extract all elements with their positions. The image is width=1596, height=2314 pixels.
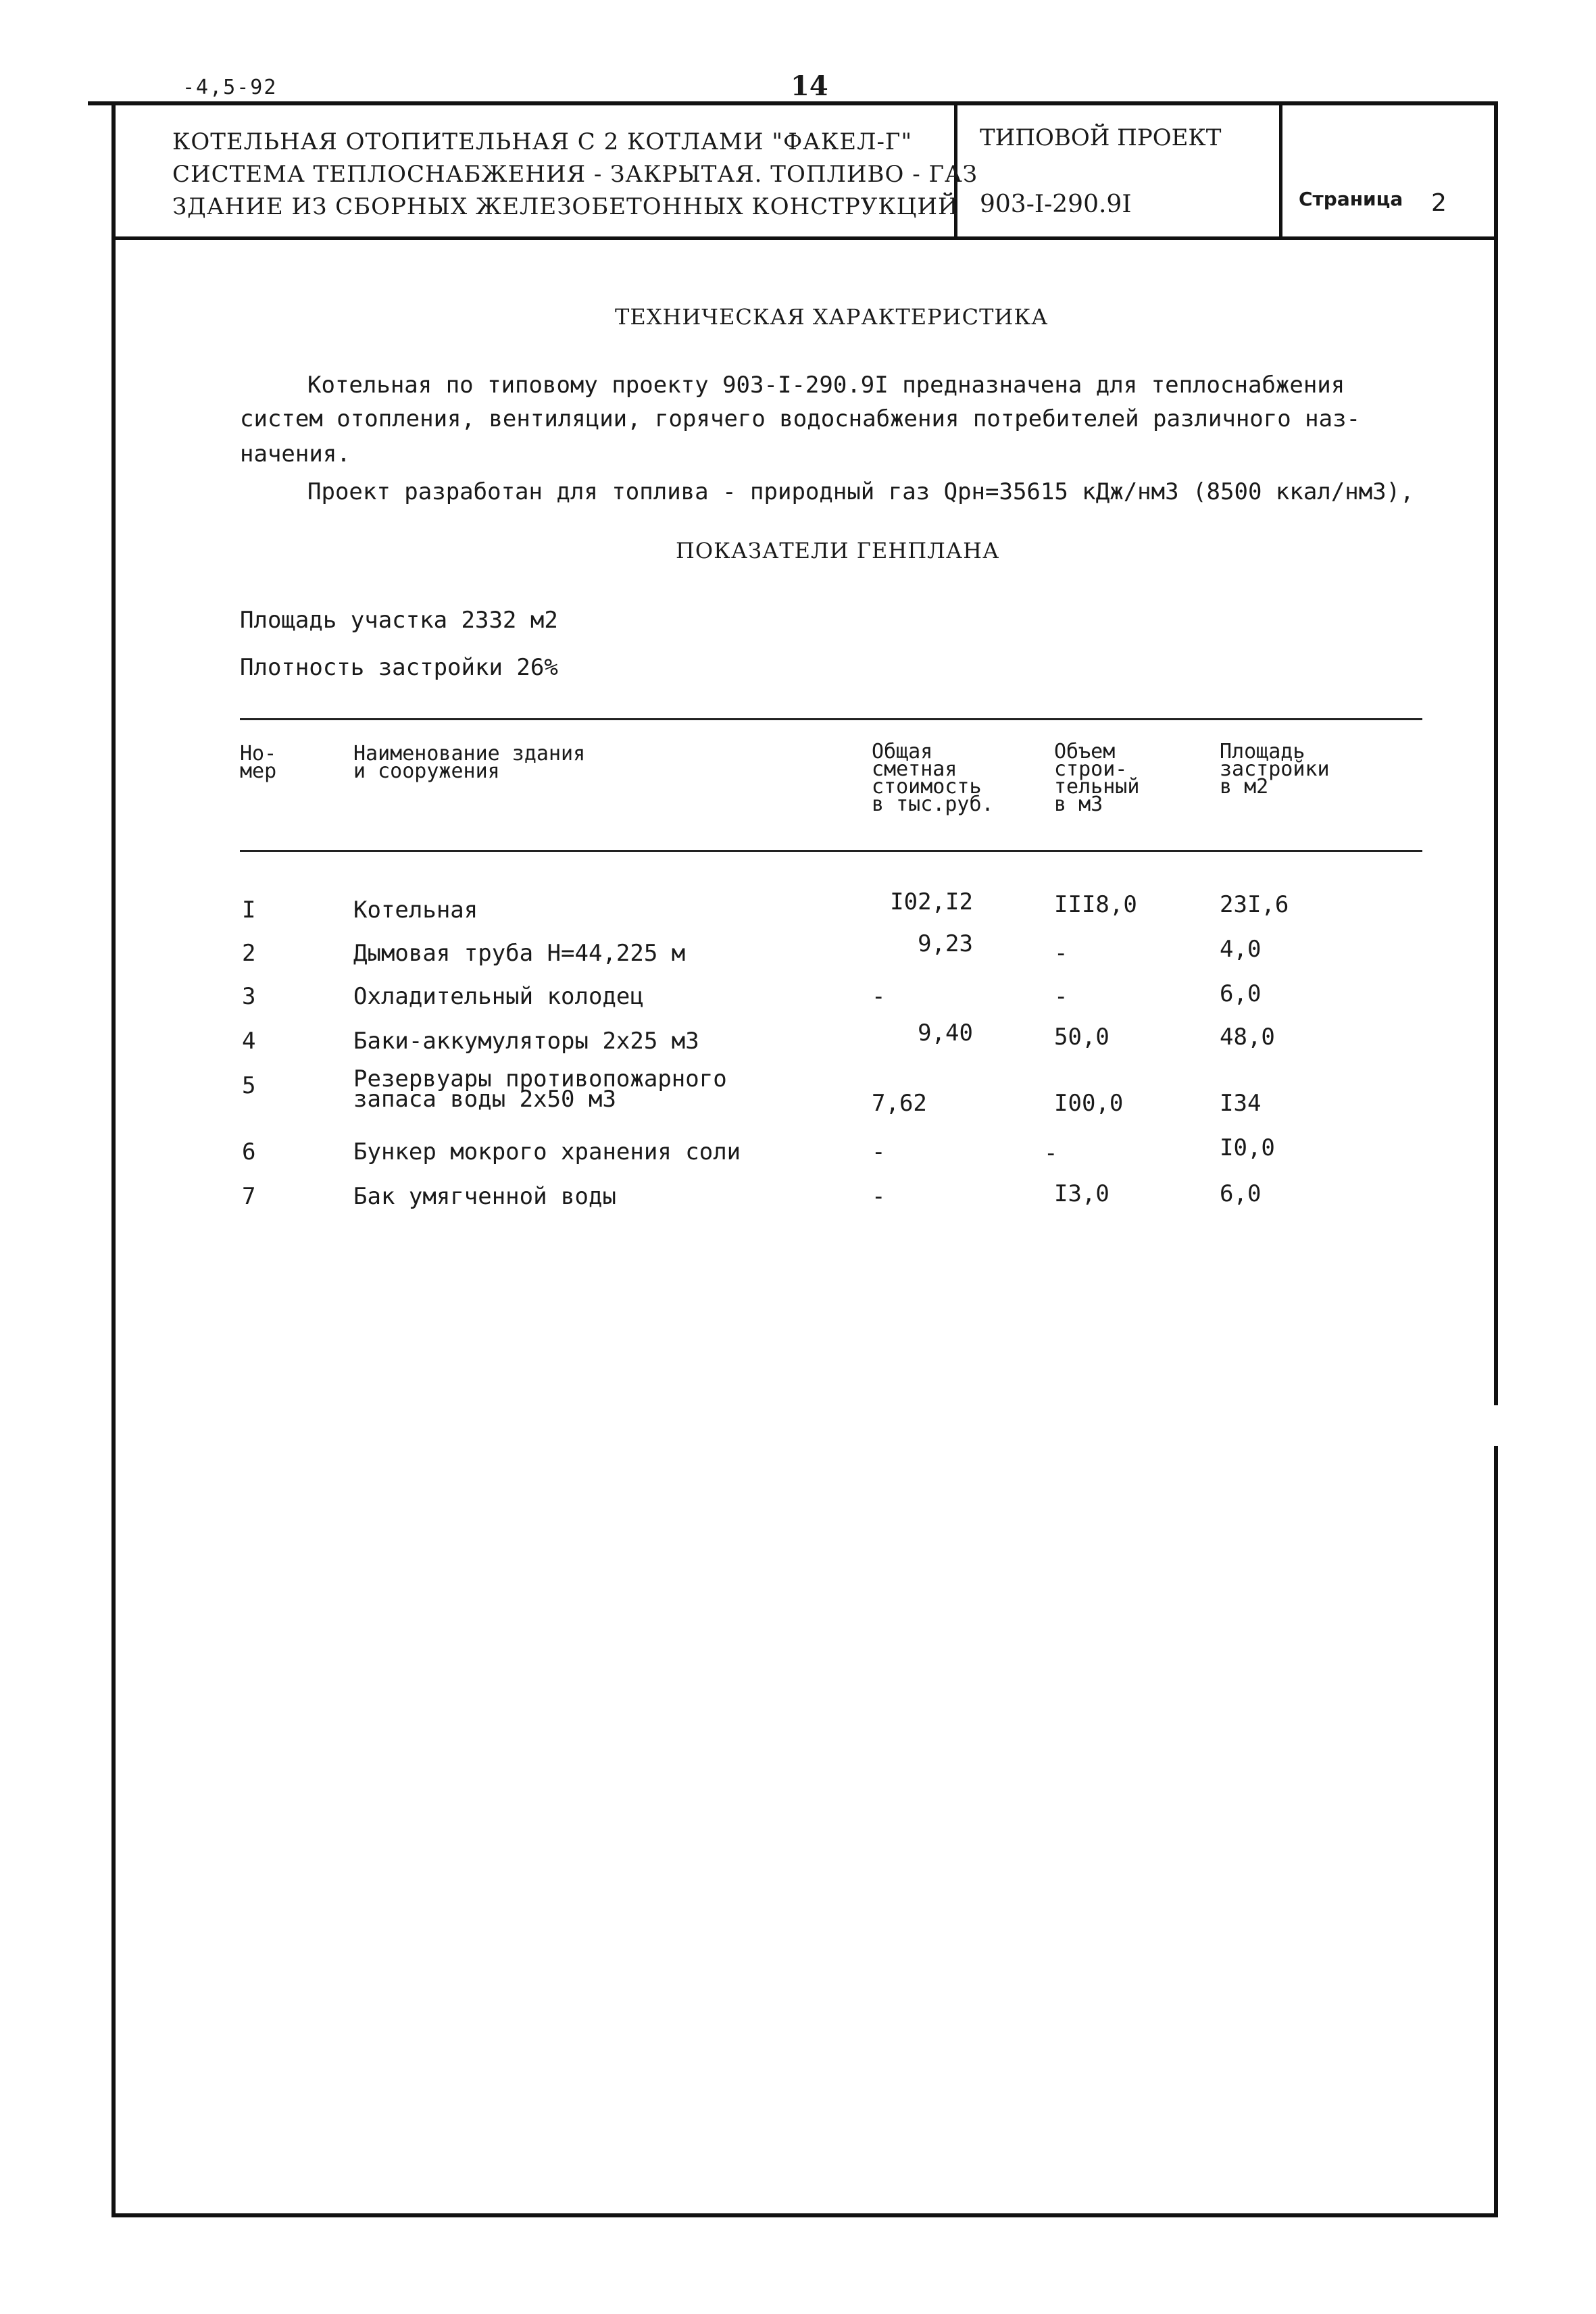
tech-section-title: ТЕХНИЧЕСКАЯ ХАРАКТЕРИСТИКА: [615, 304, 1049, 330]
row-cost: 9,23: [918, 930, 973, 957]
sheet-number: 2: [1431, 189, 1447, 217]
page-number: 14: [791, 70, 828, 102]
row-cost: -: [872, 1183, 886, 1210]
row-name: Дымовая труба Н=44,225 м: [353, 940, 686, 967]
row-name: Котельная: [353, 897, 478, 924]
project-label: ТИПОВОЙ ПРОЕКТ: [980, 124, 1222, 151]
row-volume: III8,0: [1054, 891, 1137, 918]
row-area: 48,0: [1220, 1024, 1275, 1051]
row-number: 7: [242, 1183, 256, 1210]
header-title-line: КОТЕЛЬНАЯ ОТОПИТЕЛЬНАЯ С 2 КОТЛАМИ "ФАКЕЛ-Г": [172, 128, 913, 155]
row-volume: I3,0: [1054, 1180, 1109, 1207]
row-number: 5: [242, 1072, 256, 1099]
column-header-area: Площадь застройки в м2: [1220, 740, 1330, 799]
header-title-line: ЗДАНИЕ ИЗ СБОРНЫХ ЖЕЛЕЗОБЕТОННЫХ КОНСТРУКЦИЙ: [172, 193, 959, 220]
sheet-label: Страница: [1299, 188, 1403, 210]
header-column-divider: [1279, 101, 1282, 238]
row-area: 4,0: [1220, 936, 1262, 963]
row-cost: 9,40: [918, 1020, 973, 1047]
row-volume: 50,0: [1054, 1024, 1109, 1051]
row-name: Бункер мокрого хранения соли: [353, 1138, 741, 1165]
column-header-volume: Объем строи- тельный в м3: [1054, 740, 1140, 816]
frame-gap: [1493, 1405, 1499, 1446]
row-area: 23I,6: [1220, 891, 1289, 918]
column-header-cost: Общая сметная стоимость в тыс.руб.: [872, 740, 994, 816]
header-divider: [111, 236, 1498, 240]
row-name: Баки-аккумуляторы 2х25 м3: [353, 1028, 699, 1055]
row-area: I0,0: [1220, 1134, 1275, 1161]
tech-paragraph-line: систем отопления, вентиляции, горячего водоснабжения потребителей различного наз-: [240, 405, 1361, 432]
row-cost: 7,62: [872, 1090, 927, 1117]
row-volume: I00,0: [1054, 1090, 1124, 1117]
column-header-number: Но- мер: [240, 742, 277, 783]
row-number: 6: [242, 1138, 256, 1165]
header-title-line: СИСТЕМА ТЕПЛОСНАБЖЕНИЯ - ЗАКРЫТАЯ. ТОПЛИВО - ГАЗ: [172, 161, 978, 188]
tech-paragraph-line: Проект разработан для топлива - природный газ Qрн=35615 кДж/нм3 (8500 ккал/нм3),: [307, 478, 1414, 505]
row-number: I: [242, 897, 256, 924]
frame-corner-tick: [88, 101, 115, 105]
table-header-rule: [240, 850, 1422, 852]
row-cost: -: [872, 983, 886, 1010]
row-number: 2: [242, 940, 256, 967]
row-name: Бак умягченной воды: [353, 1183, 616, 1210]
column-header-name: Наименование здания и сооружения: [353, 742, 586, 783]
tech-paragraph-line: Котельная по типовому проекту 903-I-290.9I предназначена для теплоснабжения: [307, 372, 1345, 399]
site-area: Площадь участка 2332 м2: [240, 607, 558, 634]
table-top-rule: [240, 718, 1422, 720]
row-volume: -: [1044, 1140, 1058, 1167]
row-volume: -: [1054, 940, 1068, 967]
row-number: 3: [242, 983, 256, 1010]
row-name: Резервуары противопожарного запаса воды 2х50 м3: [353, 1065, 727, 1113]
margin-mark: -4,5-92: [182, 76, 278, 99]
tech-paragraph-line: начения.: [240, 441, 351, 468]
genplan-section-title: ПОКАЗАТЕЛИ ГЕНПЛАНА: [676, 538, 1000, 563]
row-area: 6,0: [1220, 1180, 1262, 1207]
row-area: I34: [1220, 1090, 1262, 1117]
row-volume: -: [1054, 983, 1068, 1010]
row-name: Охладительный колодец: [353, 983, 644, 1010]
row-area: 6,0: [1220, 980, 1262, 1007]
row-cost: I02,I2: [890, 888, 973, 915]
row-number: 4: [242, 1028, 256, 1055]
row-cost: -: [872, 1138, 886, 1165]
building-density: Плотность застройки 26%: [240, 654, 558, 681]
project-number: 903-I-290.9I: [980, 191, 1132, 218]
